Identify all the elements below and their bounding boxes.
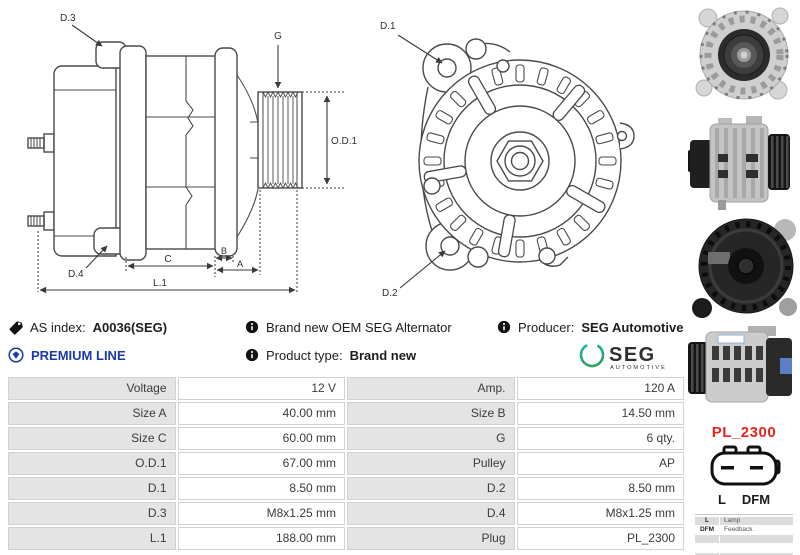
plug-pin-labels — [718, 492, 770, 507]
seg-logo-subtext: AUTOMOTIVE — [610, 365, 667, 371]
seg-logo-text: SEG — [609, 344, 656, 366]
spec-label: O.D.1 — [8, 452, 176, 475]
spec-table — [8, 377, 684, 550]
spec-label: Amp. — [347, 377, 515, 400]
side-view-drawing — [10, 5, 366, 305]
spec-label: Size C — [8, 427, 176, 450]
spec-label: L.1 — [8, 527, 176, 550]
spec-value: 12 V — [178, 377, 346, 400]
dim-label-od1: O.D.1 — [331, 136, 358, 147]
premium-line — [8, 347, 245, 363]
spec-value: 60.00 mm — [178, 427, 346, 450]
legend-desc — [720, 535, 793, 543]
spec-value: 188.00 mm — [178, 527, 346, 550]
dim-label-d2: D.2 — [382, 288, 398, 299]
spec-value: 14.50 mm — [517, 402, 685, 425]
spec-value: 67.00 mm — [178, 452, 346, 475]
legend-desc — [720, 544, 793, 552]
pin-label-l: L — [717, 492, 726, 507]
legend-desc: Lamp — [720, 517, 793, 525]
as-index-label: AS index: — [30, 319, 86, 335]
spec-label: Size A — [8, 402, 176, 425]
spec-value: 6 qty. — [517, 427, 685, 450]
product-type — [245, 348, 497, 363]
plug-pin-legend — [695, 514, 793, 555]
legend-pin — [695, 535, 719, 543]
seg-logo — [497, 339, 686, 371]
product-media-column — [688, 0, 800, 555]
dim-label-c: C — [164, 254, 172, 265]
spec-value: 40.00 mm — [178, 402, 346, 425]
producer-value: SEG Automotive — [581, 319, 684, 335]
dim-label-l1: L.1 — [153, 278, 167, 289]
dim-label-b: B — [220, 246, 228, 256]
dim-label-d4: D.4 — [68, 269, 84, 280]
spec-value: PL_2300 — [517, 527, 685, 550]
info-icon — [497, 320, 511, 334]
legend-pin: L — [695, 517, 719, 525]
spec-label: Plug — [347, 527, 515, 550]
diamond-icon — [8, 347, 24, 363]
spec-value: 8.50 mm — [517, 477, 685, 500]
spec-label: Pulley — [347, 452, 515, 475]
info-icon — [245, 348, 259, 362]
producer-label: Producer: — [518, 319, 575, 335]
spec-label: D.4 — [347, 502, 515, 525]
seg-automotive-logo — [578, 339, 682, 371]
plug-code: PL_2300 — [711, 424, 777, 441]
spec-value: AP — [517, 452, 685, 475]
as-index — [8, 320, 245, 335]
producer — [497, 320, 686, 335]
product-photo-side-right[interactable] — [688, 112, 800, 212]
brand-note-text: Brand new OEM SEG Alternator — [266, 319, 452, 335]
legend-pin — [695, 544, 719, 552]
spec-value: 120 A — [517, 377, 685, 400]
legend-pin: DFM — [695, 526, 719, 534]
spec-value: M8x1.25 mm — [517, 502, 685, 525]
spec-label: D.3 — [8, 502, 176, 525]
pin-label-dfm: DFM — [741, 492, 771, 507]
product-photo-front[interactable] — [688, 0, 800, 112]
spec-label: D.1 — [8, 477, 176, 500]
as-index-value: A0036(SEG) — [92, 319, 168, 335]
dim-label-d3: D.3 — [60, 13, 76, 24]
dim-label-g: G — [274, 31, 282, 42]
plug-connector-diagram — [702, 444, 786, 490]
spec-label: Voltage — [8, 377, 176, 400]
product-info — [8, 314, 686, 370]
tag-icon — [8, 320, 23, 335]
legend-desc: Feedback — [720, 526, 793, 534]
dim-label-a: A — [236, 259, 244, 270]
front-view-drawing — [372, 5, 670, 305]
product-type-value: Brand new — [349, 347, 417, 363]
spec-value: M8x1.25 mm — [178, 502, 346, 525]
info-icon — [245, 320, 259, 334]
product-photo-side-left[interactable] — [688, 324, 800, 410]
dim-label-d1: D.1 — [380, 21, 396, 32]
spec-value: 8.50 mm — [178, 477, 346, 500]
product-photo-rear[interactable] — [688, 212, 800, 324]
spec-label: Size B — [347, 402, 515, 425]
brand-note — [245, 320, 497, 335]
product-type-label: Product type: — [266, 347, 343, 363]
spec-label: D.2 — [347, 477, 515, 500]
spec-label: G — [347, 427, 515, 450]
premium-line-label: PREMIUM LINE — [31, 347, 126, 363]
